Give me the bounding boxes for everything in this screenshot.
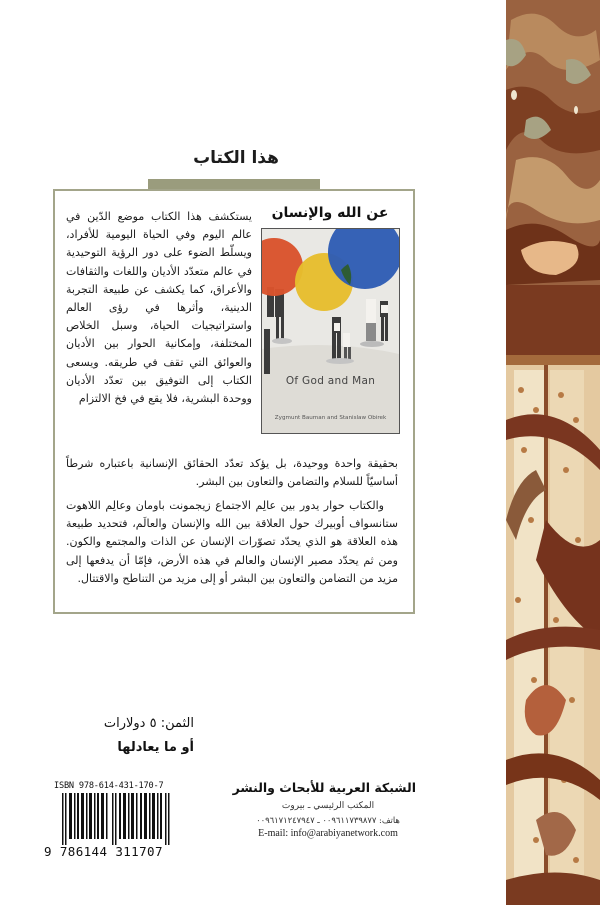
book-arabic-title: عن الله والإنسان — [271, 205, 389, 221]
book-cover-image — [261, 228, 400, 434]
description-paragraph-2: والكتاب حوار يدور بين عالِم الاجتماع زيجمونت باومان وعالِم اللاهوت ستانسواف أوبيرك حول العلاقة بين الله والإنسان والعالَم، فتحديد طبيعة هذه العلاقة هو الذي يحدّد تصوّرات الإنسان عن الذات والمجتمع والكون. ومن ثم يحدّد مصير الإنسان والعالم في هذه الأرض، فإمّا أن يدفعها إلى مزيد من التضامن والتعاون بين البشر أو إلى مزيد من التناطح والاقتتال. — [66, 499, 398, 585]
barcode-digits: 9 786144 311707 — [44, 844, 163, 859]
cover-english-title: Of God and Man — [285, 375, 376, 387]
publisher-info — [232, 780, 416, 839]
decorative-artwork-strip — [506, 0, 600, 905]
description-paragraph-1-continued: بحقيقة واحدة ووحيدة، بل يؤكد تعدّد الحقائق الإنسانية باعتباره شرطاً أساسيّاً للسلام والتضامن والتعاون بين البشر. — [66, 457, 398, 489]
isbn-barcode — [44, 781, 172, 881]
cover-illustration — [262, 229, 399, 433]
artwork-pattern — [506, 0, 600, 905]
description-paragraph-1-side: يستكشف هذا الكتاب موضع الدّين في عالم اليوم وفي الحياة اليومية للأفراد، ويسلّط الضوء على دور الرؤية التوحيدية في عالم متعدّد الأديان واللغات والثقافات والأعراق، كما يكشف عن طبيعة التجربة الدينية، وأثرها في رؤى العالم واستراتيجيات الحياة، وسبل الخلاص المختلفة، وإمكانية الحوار بين الأديان والعوائق التي تقف في طريقه. ويسعى الكتاب إلى التوفيق بين تعدّد الأديان ووحدة البشرية، فلا يقع في فخ الالتزام — [66, 210, 252, 406]
publisher-email[interactable]: E-mail: info@arabiyanetwork.com — [258, 828, 398, 839]
price-equivalent-line: أو ما يعادلها — [117, 740, 194, 755]
publisher-phone: هاتف: ٠٠٩٦١١٧٣٩٨٧٧ ـ ٠٠٩٦١٧١٢٤٧٩٤٧ — [256, 815, 400, 825]
cover-authors: Zygmunt Bauman and Stanislaw Obirek — [274, 415, 387, 421]
price-line: الثمن: ٥ دولارات — [103, 716, 194, 731]
isbn-label: ISBN 978-614-431-170-7 — [54, 781, 164, 791]
barcode-bars-icon — [62, 793, 170, 845]
publisher-office: المكتب الرئيسي ـ بيروت — [281, 801, 375, 811]
section-title: هذا الكتاب — [193, 148, 279, 168]
price-block — [44, 712, 194, 760]
publisher-name: الشبكة العربية للأبحاث والنشر — [232, 780, 416, 795]
